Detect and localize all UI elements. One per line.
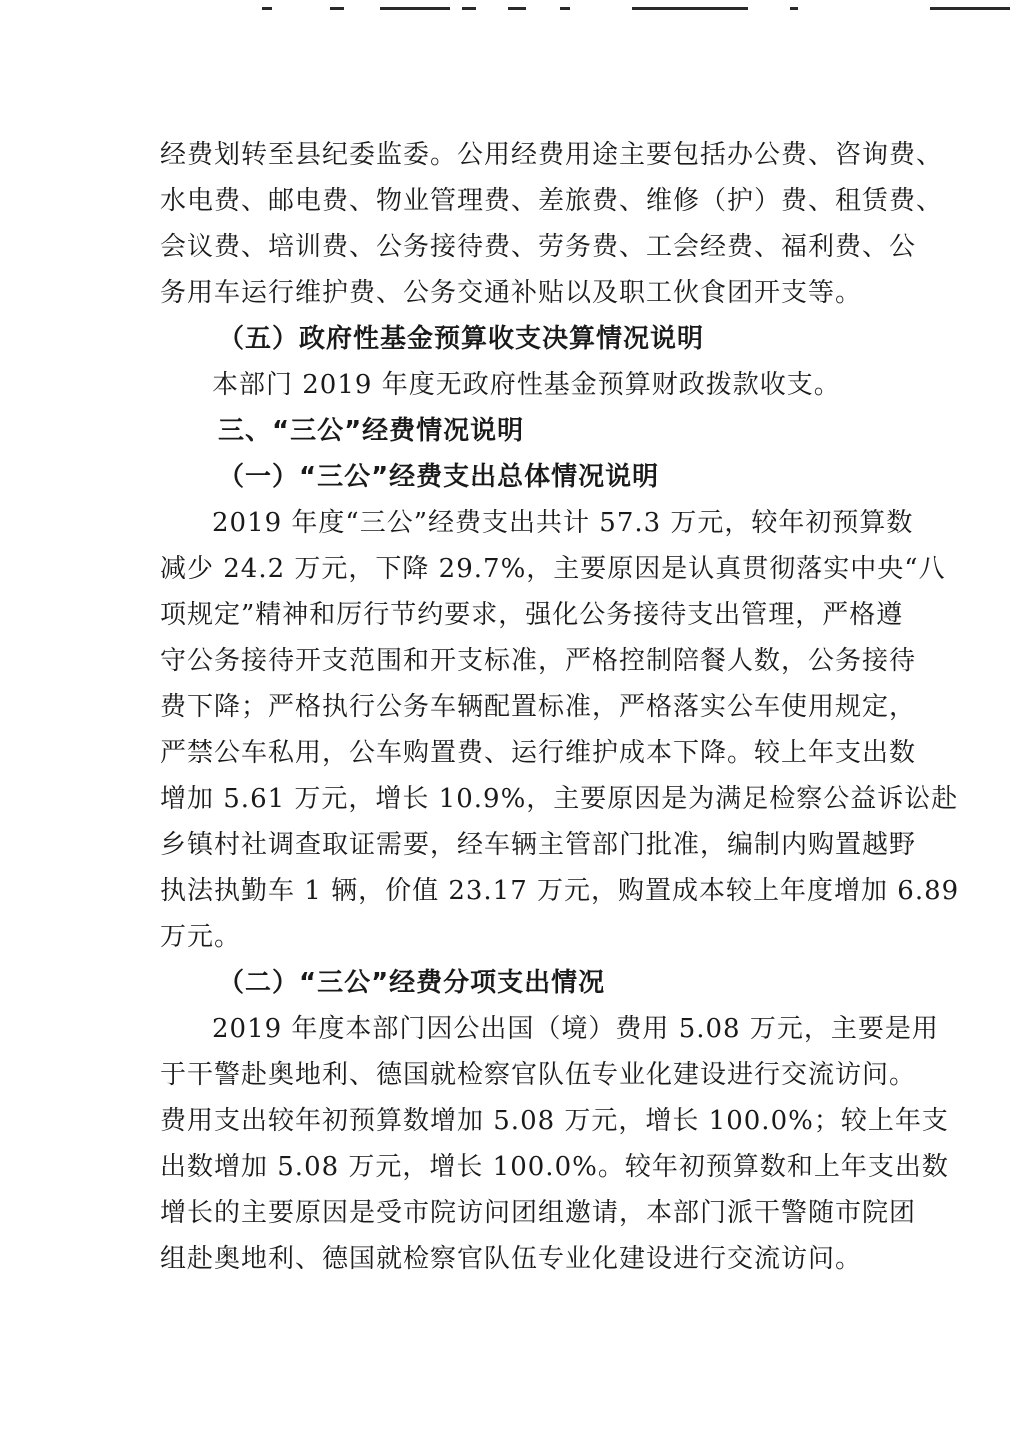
body-line: 严禁公车私用，公车购置费、运行维护成本下降。较上年支出数	[160, 738, 917, 768]
body-line: 费用支出较年初预算数增加 5.08 万元，增长 100.0%；较上年支	[160, 1106, 949, 1136]
body-line: 守公务接待开支范围和开支标准，严格控制陪餐人数，公务接待	[160, 646, 917, 676]
body-line: 会议费、培训费、公务接待费、劳务费、工会经费、福利费、公	[160, 232, 917, 262]
section-heading-government-fund: （五）政府性基金预算收支决算情况说明	[218, 324, 705, 354]
subsection-heading-overall: （一）“三公”经费支出总体情况说明	[218, 462, 660, 492]
body-line: 万元。	[160, 922, 242, 952]
body-line: 经费划转至县纪委监委。公用经费用途主要包括办公费、咨询费、	[160, 140, 944, 170]
body-line: 费下降；严格执行公务车辆配置标准，严格落实公车使用规定，	[160, 692, 917, 722]
document-page	[160, 132, 960, 1282]
body-line: 务用车运行维护费、公务交通补贴以及职工伙食团开支等。	[160, 278, 863, 308]
section-heading-three-public: 三、“三公”经费情况说明	[218, 416, 525, 446]
scan-top-artifacts	[0, 0, 1024, 16]
body-line: 增加 5.61 万元，增长 10.9%，主要原因是为满足检察公益诉讼赴	[160, 784, 959, 814]
body-line: 减少 24.2 万元，下降 29.7%，主要原因是认真贯彻落实中央“八	[160, 554, 946, 584]
body-line: 本部门 2019 年度无政府性基金预算财政拨款收支。	[212, 370, 841, 400]
body-line: 出数增加 5.08 万元，增长 100.0%。较年初预算数和上年支出数	[160, 1152, 949, 1182]
subsection-heading-itemized: （二）“三公”经费分项支出情况	[218, 968, 606, 998]
body-line: 水电费、邮电费、物业管理费、差旅费、维修（护）费、租赁费、	[160, 186, 944, 216]
body-line: 2019 年度本部门因公出国（境）费用 5.08 万元，主要是用	[212, 1014, 939, 1044]
body-line: 2019 年度“三公”经费支出共计 57.3 万元，较年初预算数	[212, 508, 914, 538]
body-line: 乡镇村社调查取证需要，经车辆主管部门批准，编制内购置越野	[160, 830, 917, 860]
body-line: 项规定”精神和厉行节约要求，强化公务接待支出管理，严格遵	[160, 600, 904, 630]
body-line: 组赴奥地利、德国就检察官队伍专业化建设进行交流访问。	[160, 1244, 863, 1274]
body-line: 执法执勤车 1 辆，价值 23.17 万元，购置成本较上年度增加 6.89	[160, 876, 960, 906]
body-line: 增长的主要原因是受市院访问团组邀请，本部门派干警随市院团	[160, 1198, 917, 1228]
body-line: 于干警赴奥地利、德国就检察官队伍专业化建设进行交流访问。	[160, 1060, 917, 1090]
